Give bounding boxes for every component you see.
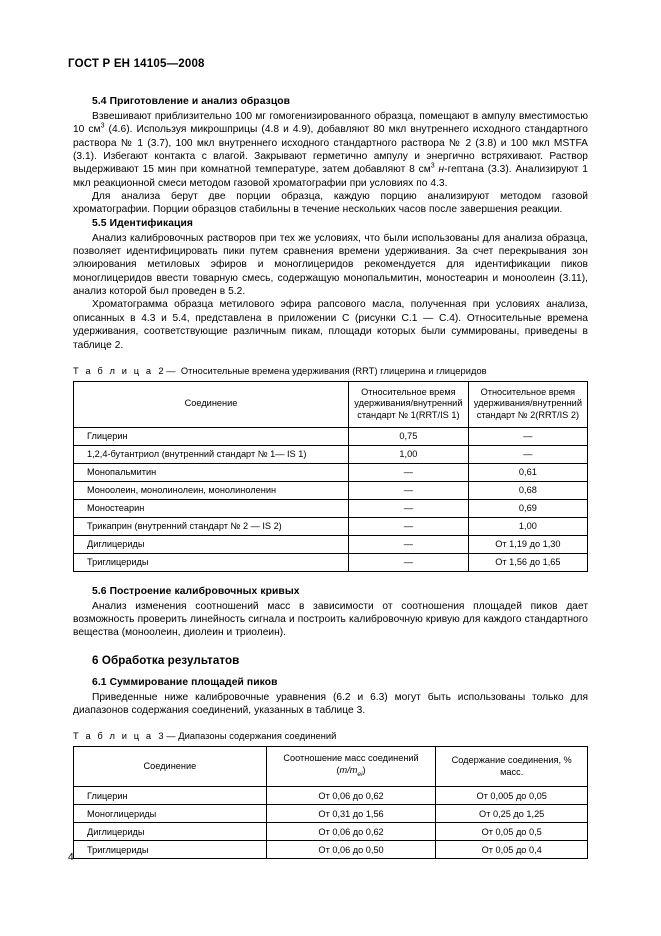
table2-cell-rrt-is1: — [349, 553, 469, 571]
table2-cell-rrt-is2: От 1,56 до 1,65 [468, 553, 587, 571]
table2-cell-rrt-is2: — [468, 427, 587, 445]
table3-head [74, 747, 588, 787]
table2-cell-rrt-is2: — [468, 445, 587, 463]
table3-cell-mass-ratio: От 0,06 до 0,62 [266, 823, 436, 841]
table3-cell-mass-ratio: От 0,31 до 1,56 [266, 805, 436, 823]
table-row [74, 427, 588, 445]
table2-cell-rrt-is1: — [349, 463, 469, 481]
table2-caption-number: 2 — [158, 365, 176, 376]
table2-cell-compound: 1,2,4-бутантриол (внутренний стандарт № 1— IS 1) [74, 445, 349, 463]
table-row [74, 553, 588, 571]
heading-6: 6 Обработка результатов [92, 653, 240, 667]
table2-cell-rrt-is1: — [349, 517, 469, 535]
standard-number-header: ГОСТ Р ЕН 14105—2008 [68, 58, 205, 70]
table2-header-compound: Соединение [74, 381, 349, 427]
table3-body [74, 787, 588, 859]
table-row [74, 823, 588, 841]
table3-cell-compound: Глицерин [74, 787, 267, 805]
superscript-cubic-2: 3 [430, 162, 435, 170]
table2-cell-compound: Моноолеин, монолинолеин, монолиноленин [74, 481, 349, 499]
table3-cell-mass-ratio: От 0,06 до 0,50 [266, 841, 436, 859]
table-row [74, 499, 588, 517]
table3-header-variable: m/m [339, 764, 358, 775]
table2-header-rrt-is2: Относительное время удерживания/внутренний стандарт № 2(RRT/IS 2) [468, 381, 587, 427]
par-5-4-1-text-b: (4.6). Используя микрошприцы (4.8 и 4.9), добавляют 80 мкл внутреннего исходного стандартного раствора № 1 (3.7), 100 мкл внутреннего исходного стандартного раствора № 2 (3.8) и 100 мкл MSTFA (3.1). Избегают контакта с влагой. Закрывают герметично ампулу и энергично встряхивают. Раствор выдерживают 15 мин при комнатной температуре, затем добавляют 8 см [73, 124, 588, 176]
table3-header-compound: Соединение [74, 747, 267, 787]
table-compound-ranges [73, 746, 588, 859]
table3-cell-compound: Триглицериды [74, 841, 267, 859]
table3-caption-number: 3 — [158, 731, 176, 742]
table2-caption-label: Т а б л и ц а [73, 365, 154, 376]
table3-header-mass-ratio-text: Соотношение масс соединений ( [283, 753, 419, 775]
table-row [74, 805, 588, 823]
table2-caption [73, 366, 588, 376]
document-body [73, 96, 588, 859]
paragraph-5-4-1 [73, 110, 588, 190]
table2-cell-compound: Глицерин [74, 427, 349, 445]
table-row [74, 841, 588, 859]
table3-caption-label: Т а б л и ц а [73, 731, 154, 742]
table2-cell-rrt-is1: 1,00 [349, 445, 469, 463]
table2-cell-compound: Монопальмитин [74, 463, 349, 481]
table2-cell-compound: Моностеарин [74, 499, 349, 517]
superscript-cubic-1: 3 [100, 122, 105, 130]
table2-cell-rrt-is1: 0,75 [349, 427, 469, 445]
table2-cell-rrt-is2: 1,00 [468, 517, 587, 535]
italic-n-prefix: н [438, 164, 445, 176]
table2-cell-compound: Диглицериды [74, 535, 349, 553]
page-number: 4 [68, 852, 74, 863]
table3-cell-compound: Моноглицериды [74, 805, 267, 823]
table2-cell-compound: Трикаприн (внутренний стандарт № 2 — IS 2) [74, 517, 349, 535]
table3-caption-title: Диапазоны содержания соединений [178, 731, 337, 742]
paragraph-5-5-1: Анализ калибровочных растворов при тех же условиях, что были использованы для анализа образца, позволяет идентифицировать пики путем сравнения времени удерживания. За счет перекрывания зон элюирования метиловых эфиров и моноглицеридов рекомендуется для идентификации пиков моноглицеридов ввести товарную смесь, содержащую монопальмитин, моностеарин и моноолеин (3.11), анализ которой был проведен в 5.2. [73, 232, 588, 298]
table3-cell-mass-ratio: От 0,06 до 0,62 [266, 787, 436, 805]
table2-header-rrt-is1: Относительное время удерживания/внутренний стандарт № 1(RRT/IS 1) [349, 381, 469, 427]
table2-cell-rrt-is2: 0,68 [468, 481, 587, 499]
heading-5-5: 5.5 Идентификация [92, 217, 194, 229]
table3-header-mass-ratio [266, 747, 436, 787]
table3-cell-content: От 0,05 до 0,5 [436, 823, 588, 841]
table2-header-row [74, 381, 588, 427]
table-row [74, 481, 588, 499]
table3-header-content: Содержание соединения, % масс. [436, 747, 588, 787]
table2-wrapper [73, 381, 588, 572]
table-row [74, 787, 588, 805]
table3-cell-content: От 0,05 до 0,4 [436, 841, 588, 859]
table3-wrapper [73, 746, 588, 859]
table2-body [74, 427, 588, 571]
table-row [74, 517, 588, 535]
table3-header-row [74, 747, 588, 787]
table3-cell-content: От 0,25 до 1,25 [436, 805, 588, 823]
table2-cell-rrt-is2: 0,69 [468, 499, 587, 517]
table-rrt-glycerin-glycerides [73, 381, 588, 572]
table2-cell-compound: Триглицериды [74, 553, 349, 571]
table-row [74, 535, 588, 553]
heading-6-1: 6.1 Суммирование площадей пиков [92, 676, 278, 688]
table3-cell-content: От 0,005 до 0,05 [436, 787, 588, 805]
paragraph-5-4-2: Для анализа берут две порции образца, каждую порцию анализируют методом газовой хроматографии. Порции образцов стабильны в течение нескольких часов после завершения реакции. [73, 191, 588, 216]
table2-head [74, 381, 588, 427]
table2-caption-title: Относительные времена удерживания (RRT) глицерина и глицеридов [180, 365, 487, 376]
table-row [74, 445, 588, 463]
table3-header-subscript: ei [357, 770, 363, 778]
paragraph-6-1-1: Приведенные ниже калибровочные уравнения (6.2 и 6.3) могут быть использованы только для диапазонов содержания соединений, указанных в таблице 3. [73, 691, 588, 716]
table2-cell-rrt-is2: 0,61 [468, 463, 587, 481]
paragraph-5-5-2: Хроматограмма образца метилового эфира рапсового масла, полученная при условиях анализа, описанных в 4.3 и 5.4, представлена в приложении C (рисунки C.1 — C.4). Относительные времена удерживания, соответствующие различным пикам, площади которых были суммированы, приведены в таблице 2. [73, 299, 588, 351]
par-5-4-1-text-a: Взвешивают приблизительно 100 мг гомогенизированного образца, помещают в ампулу вместимостью 10 см [73, 111, 588, 136]
heading-5-4: 5.4 Приготовление и анализ образцов [92, 96, 291, 107]
paragraph-5-6-1: Анализ изменения соотношений масс в зависимости от соотношения площадей пиков дает возможность проверить линейность сигнала и построить калибровочную кривую для каждого стандартного вещества (моноолеин, диолеин и триолеин). [73, 600, 588, 639]
table2-cell-rrt-is1: — [349, 535, 469, 553]
table3-cell-compound: Диглицериды [74, 823, 267, 841]
par-5-4-1-text-c: -гептана (3.3). Анализируют 1 мкл реакционной смеси методом газовой хроматографии при условиях по 4.3. [73, 164, 588, 189]
table2-cell-rrt-is1: — [349, 481, 469, 499]
table3-caption [73, 731, 588, 741]
table2-cell-rrt-is2: От 1,19 до 1,30 [468, 535, 587, 553]
table2-cell-rrt-is1: — [349, 499, 469, 517]
heading-5-6: 5.6 Построение калибровочных кривых [92, 585, 300, 597]
table3-header-paren-close: ) [362, 764, 366, 775]
table-row [74, 463, 588, 481]
